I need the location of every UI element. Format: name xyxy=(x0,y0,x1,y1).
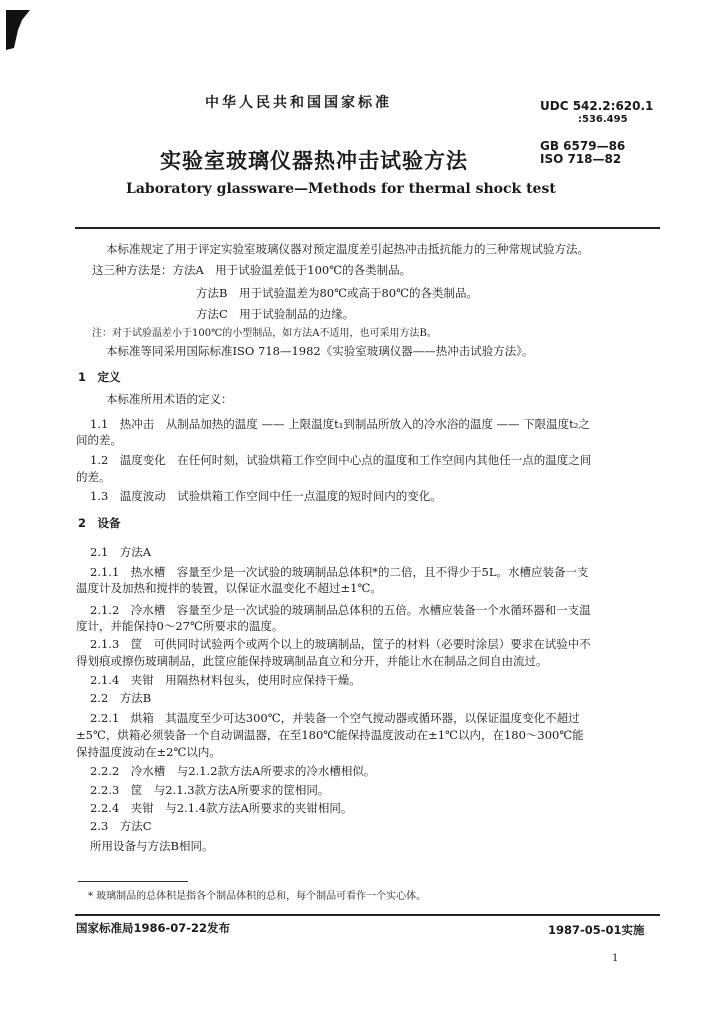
intro-line-4: 方法C 用于试验制品的边缘。 xyxy=(196,307,355,321)
def-1-1-cont: 间的差。 xyxy=(76,433,122,447)
header-divider xyxy=(75,227,660,229)
item-2-2-2: 2.2.2 冷水槽 与2.1.2款方法A所要求的冷水槽相似。 xyxy=(90,764,376,778)
section-1-lead: 本标准所用术语的定义： xyxy=(106,392,233,406)
footnote: * 玻璃制品的总体积是指各个制品体积的总和，每个制品可看作一个实心体。 xyxy=(88,891,427,902)
subsection-2-1: 2.1 方法A xyxy=(90,545,152,559)
def-1-2-cont: 的差。 xyxy=(76,470,111,484)
item-2-1-1: 2.1.1 热水槽 容量至少是一次试验的玻璃制品总体积*的二倍，且不得少于5L。水槽应装备一支 xyxy=(90,565,589,579)
item-2-1-2-cont: 度计，并能保持0～27℃所要求的温度。 xyxy=(76,619,284,633)
item-2-1-3-cont: 得划痕或擦伤玻璃制品，此筐应能保持玻璃制品直立和分开，并能让水在制品之间自由流过。 xyxy=(76,654,548,668)
corner-registration-mark xyxy=(4,8,34,52)
item-2-2-1-cont-2: 保持温度波动在±2℃以内。 xyxy=(76,745,221,759)
item-2-2-1: 2.2.1 烘箱 其温度至少可达300℃，并装备一个空气搅动器或循环器，以保证温度变化不超过 xyxy=(90,711,580,725)
intro-line-5: 本标准等同采用国际标准ISO 718—1982《实验室玻璃仪器——热冲击试验方法》。 xyxy=(106,344,534,358)
udc-code-cont: :536.495 xyxy=(578,114,628,125)
item-2-1-3: 2.1.3 筐 可供同时试验两个或两个以上的玻璃制品，筐子的材料（必要时涂层）要求在试验中不 xyxy=(90,637,591,651)
standard-type-title: 中华人民共和国国家标准 xyxy=(205,95,392,111)
issue-date: 国家标准局1986-07-22发布 xyxy=(76,921,231,935)
item-2-1-1-cont: 温度计及加热和搅拌的装置，以保证水温变化不超过±1℃。 xyxy=(76,581,382,595)
footer-divider xyxy=(75,914,660,916)
intro-line-3: 方法B 用于试验温差为80℃或高于80℃的各类制品。 xyxy=(196,286,478,300)
subsection-2-2: 2.2 方法B xyxy=(90,691,152,705)
def-1-1: 1.1 热冲击 从制品加热的温度 —— 上限温度t₁到制品所放入的冷水浴的温度 —— 下限温度t₂之 xyxy=(90,417,590,431)
intro-note: 注：对于试验温差小于100℃的小型制品，如方法A不适用，也可采用方法B。 xyxy=(92,328,437,339)
gb-number: GB 6579—86 xyxy=(540,139,626,153)
english-title: Laboratory glassware—Methods for thermal shock test xyxy=(126,181,556,197)
item-2-1-4: 2.1.4 夹钳 用隔热材料包头，使用时应保持干燥。 xyxy=(90,673,361,687)
subsection-2-3: 2.3 方法C xyxy=(90,819,152,833)
item-2-1-2: 2.1.2 冷水槽 容量至少是一次试验的玻璃制品总体积的五倍。水槽应装备一个水循环器和一支温 xyxy=(90,603,591,617)
def-1-3: 1.3 温度波动 试验烘箱工作空间中任一点温度的短时间内的变化。 xyxy=(90,489,442,503)
gb-code xyxy=(540,140,625,166)
footnote-divider xyxy=(78,881,188,882)
item-2-2-4: 2.2.4 夹钳 与2.1.4款方法A所要求的夹钳相同。 xyxy=(90,801,353,815)
item-2-3-text: 所用设备与方法B相同。 xyxy=(90,839,214,853)
section-2-heading: 2 设备 xyxy=(78,516,121,530)
section-1-heading: 1 定义 xyxy=(78,370,121,384)
page-title: 实验室玻璃仪器热冲击试验方法 xyxy=(160,149,468,173)
item-2-2-3: 2.2.3 筐 与2.1.3款方法A所要求的筐相同。 xyxy=(90,783,330,797)
intro-line-2: 这三种方法是：方法A 用于试验温差低于100℃的各类制品。 xyxy=(92,263,412,277)
def-1-2: 1.2 温度变化 在任何时刻，试验烘箱工作空间中心点的温度和工作空间内其他任一点的温度之间 xyxy=(90,453,592,467)
iso-number: ISO 718—82 xyxy=(540,152,622,166)
effective-date: 1987-05-01实施 xyxy=(548,923,645,937)
udc-code: UDC 542.2:620.1 xyxy=(540,99,654,113)
item-2-2-1-cont: ±5℃，烘箱必须装备一个自动调温器，在至180℃能保持温度波动在±1℃以内，在180～300℃能 xyxy=(76,728,584,742)
intro-line-1: 本标准规定了用于评定实验室玻璃仪器对预定温度差引起热冲击抵抗能力的三种常规试验方法。 xyxy=(106,242,589,256)
page-number: 1 xyxy=(612,953,619,964)
